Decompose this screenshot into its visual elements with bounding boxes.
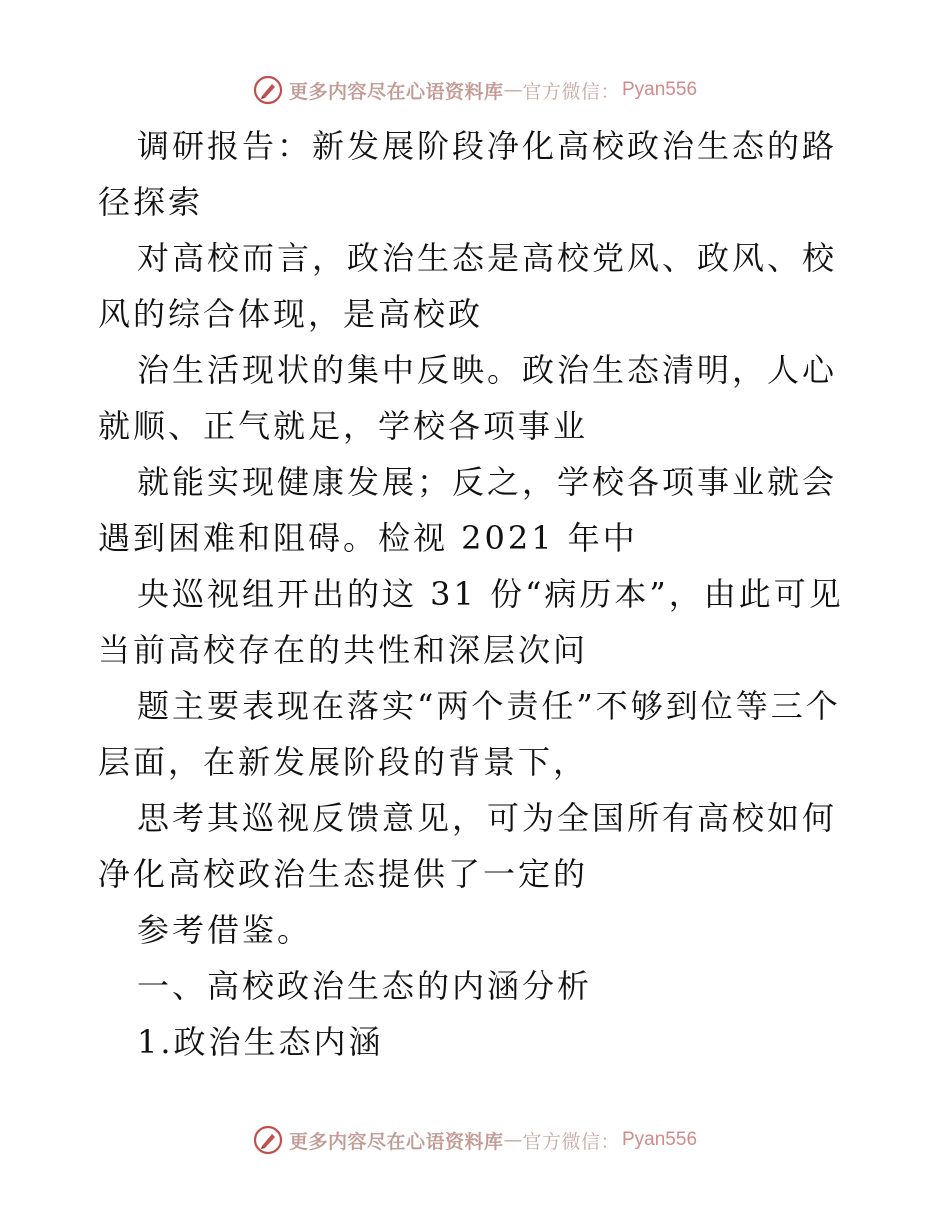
header-watermark [0, 70, 950, 110]
document-title: 调研报告：新发展阶段净化高校政治生态的路径探索 [98, 127, 838, 221]
paragraph: 对高校而言，政治生态是高校党风、政风、校风的综合体现，是高校政 [98, 239, 838, 333]
pen-logo-icon [253, 1125, 283, 1155]
paragraph: 央巡视组开出的这 31 份“病历本”，由此可见当前高校存在的共性和深层次问 [98, 575, 844, 669]
paragraph: 题主要表现在落实“两个责任”不够到位等三个层面，在新发展阶段的背景下， [98, 687, 841, 781]
paragraph: 就能实现健康发展；反之，学校各项事业就会遇到困难和阻碍。检视 2021 年中 [98, 463, 838, 557]
subsection-heading: 1.政治生态内涵 [137, 1023, 384, 1061]
watermark-wechat-id: Pyan556 [622, 79, 698, 100]
watermark-separator: — [503, 1129, 523, 1151]
watermark-wechat-label: 官方微信： [522, 80, 620, 103]
pen-logo-icon [253, 75, 283, 105]
paragraph: 思考其巡视反馈意见，可为全国所有高校如何净化高校政治生态提供了一定的 [98, 799, 838, 893]
document-body [98, 118, 854, 1070]
paragraph: 治生活现状的集中反映。政治生态清明，人心就顺、正气就足，学校各项事业 [98, 351, 838, 445]
footer-watermark [0, 1120, 950, 1160]
watermark-wechat-id: Pyan556 [622, 1129, 698, 1150]
section-heading: 一、高校政治生态的内涵分析 [137, 967, 593, 1005]
watermark-wechat-label: 官方微信： [522, 1130, 620, 1153]
watermark-main-text: 更多内容尽在心语资料库 [288, 80, 504, 103]
watermark-main-text: 更多内容尽在心语资料库 [288, 1130, 504, 1153]
watermark-separator: — [503, 79, 523, 101]
paragraph: 参考借鉴。 [137, 911, 313, 949]
